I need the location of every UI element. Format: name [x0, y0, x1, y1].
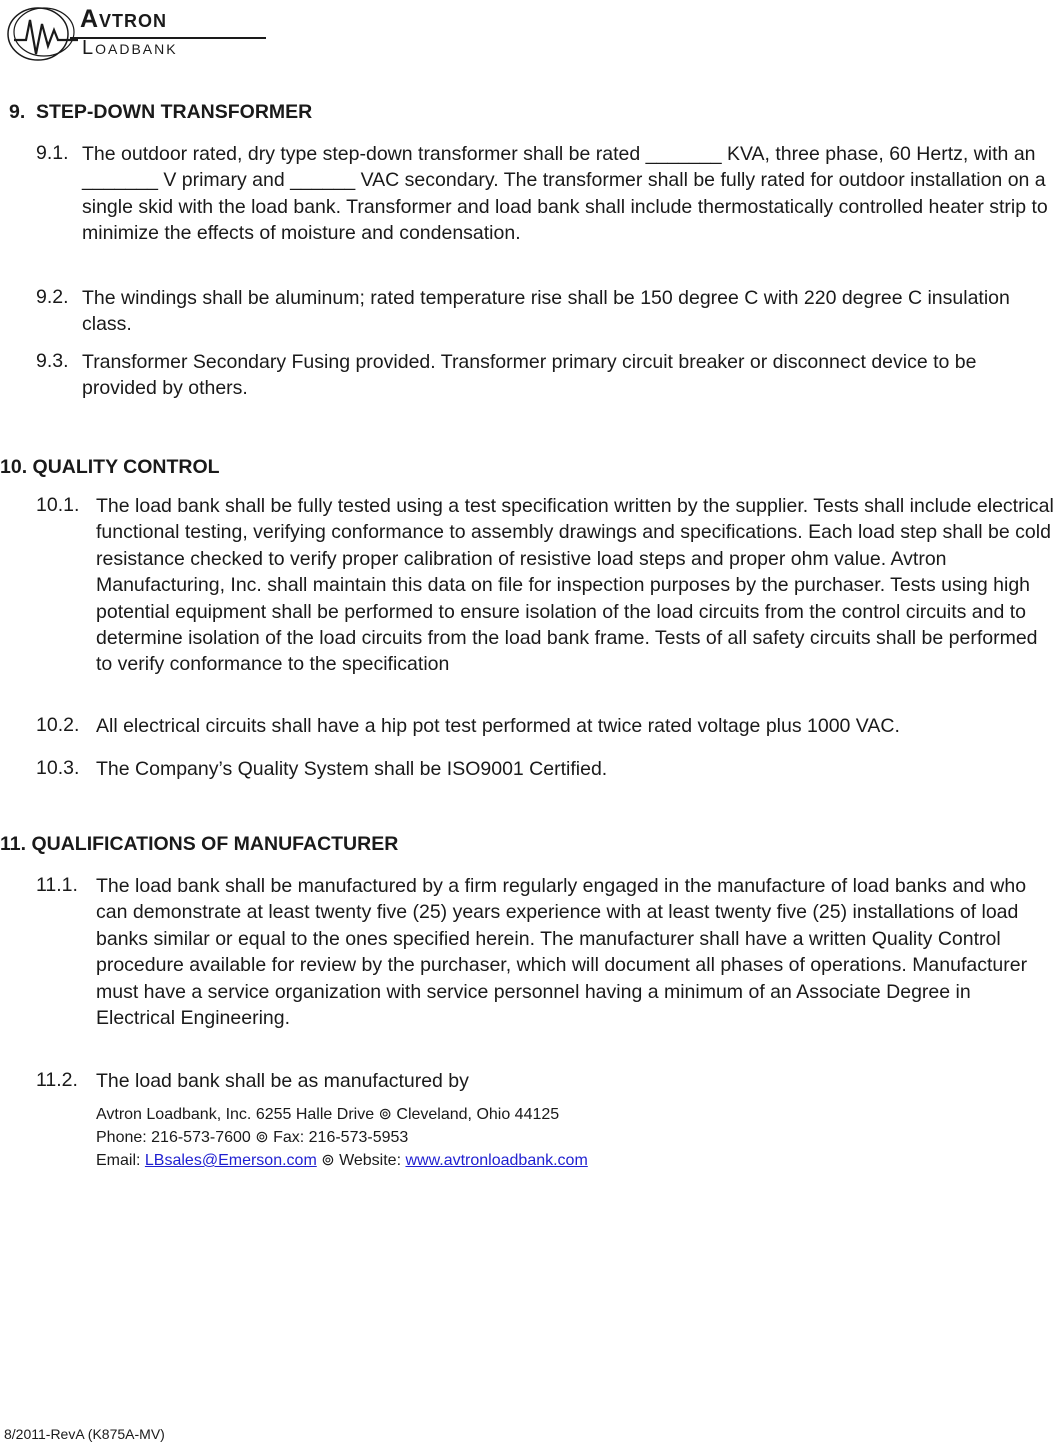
avtron-wave-icon — [4, 6, 80, 64]
item-11-1-number: 11.1. — [36, 874, 78, 896]
item-10-1-text: The load bank shall be fully tested using a test specification written by the supplier. Tests shall include electrical functional testing, verifying conformance to assembly drawings and specifications. Each load step shall be cold resistance checked to verify proper calibration of resistive load steps and proper ohm value. Avtron Manufacturing, Inc. shall maintain this data on file for inspection purposes by the purchaser. Tests using high potential equipment shall be performed to ensure isolation of the load circuits from the control circuits and to determine isolation of the load circuits from the load bank frame. Tests of all safety circuits shall be performed to verify conformance to the specification — [96, 495, 1054, 676]
address-line-3 — [96, 1151, 588, 1170]
email-label: Email: — [96, 1152, 145, 1169]
address-line-1: Avtron Loadbank, Inc. 6255 Halle Drive ⊚ Cleveland, Ohio 44125 — [96, 1106, 560, 1123]
item-10-3-text: The Company’s Quality System shall be ISO9001 Certified. — [96, 758, 608, 780]
item-11-2-text: The load bank shall be as manufactured by — [96, 1070, 469, 1092]
item-10-3-number: 10.3. — [36, 757, 80, 779]
footer-revision: 8/2011-RevA (K875A-MV) — [4, 1426, 165, 1442]
logo-wordmark-top: Avtron — [80, 5, 168, 33]
item-9-1-number: 9.1. — [36, 142, 69, 164]
section-9-title: STEP-DOWN TRANSFORMER — [36, 101, 313, 123]
item-10-2-number: 10.2. — [36, 714, 80, 736]
section-10-title: 10. QUALITY CONTROL — [0, 456, 220, 478]
item-11-2-number: 11.2. — [36, 1069, 78, 1091]
item-10-2-text: All electrical circuits shall have a hip pot test performed at twice rated voltage plus 1000 VAC. — [96, 715, 900, 737]
email-link[interactable]: LBsales@Emerson.com — [144, 1152, 317, 1169]
item-9-1-text: The outdoor rated, dry type step-down transformer shall be rated _______ KVA, three phase, 60 Hertz, with an _______ V primary and ______ VAC secondary. The transformer shall be fully rated for outdoor installation on a single skid with the load bank. Transformer and load bank shall include thermostatically controlled heater strip to minimize the effects of moisture and condensation. — [82, 143, 1048, 245]
address-line-2: Phone: 216-573-7600 ⊚ Fax: 216-573-5953 — [96, 1129, 409, 1146]
avtron-logo — [4, 2, 266, 64]
item-9-3-number: 9.3. — [36, 350, 69, 372]
website-link[interactable]: www.avtronloadbank.com — [405, 1152, 588, 1169]
logo-wordmark-bottom: Loadbank — [82, 37, 178, 59]
item-10-1-number: 10.1. — [36, 494, 80, 516]
section-11-title: 11. QUALIFICATIONS OF MANUFACTURER — [0, 833, 399, 855]
item-9-3-text: Transformer Secondary Fusing provided. Transformer primary circuit breaker or disconnect device to be provided by others. — [82, 351, 977, 400]
item-11-1-text: The load bank shall be manufactured by a firm regularly engaged in the manufacture of load banks and who can demonstrate at least twenty five (25) years experience with at least twenty five (25) installations of load banks similar or equal to the ones specified herein. The manufacturer shall have a written Quality Control procedure available for review by the purchaser, which will document all phases of operations. Manufacturer must have a service organization with service personnel having a minimum of an Associate Degree in Electrical Engineering. — [96, 875, 1028, 1030]
item-9-2-number: 9.2. — [36, 286, 69, 308]
item-9-2-text: The windings shall be aluminum; rated temperature rise shall be 150 degree C with 220 degree C insulation class. — [82, 287, 1010, 336]
website-label: ⊚ Website: — [316, 1152, 406, 1169]
section-9-number: 9. — [9, 101, 26, 123]
